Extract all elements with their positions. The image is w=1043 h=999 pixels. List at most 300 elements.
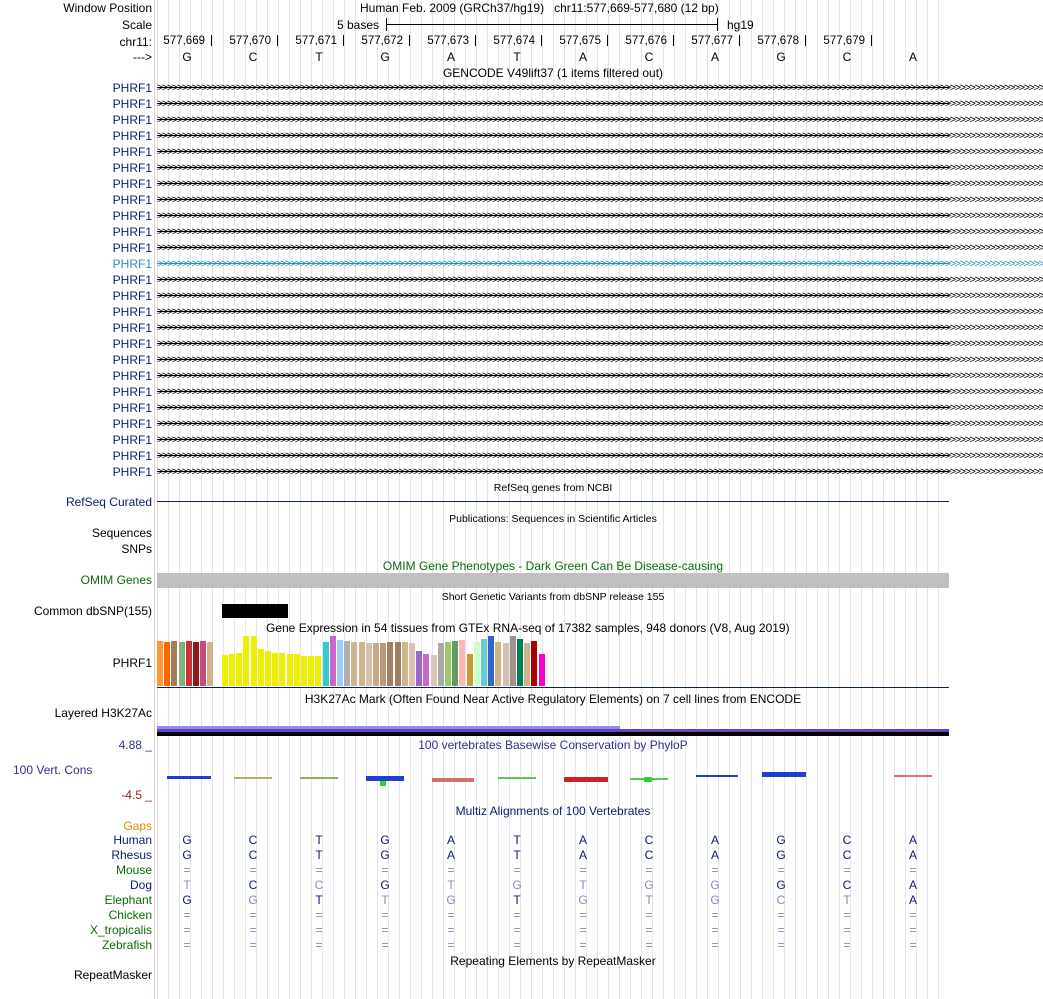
strand-arrows: >>>>>>>>>>>>>>>>>>>>>>>>>>>>>>>>>>>>>>>>>>>>>>>>>>>>>>>>>>>>>>>>>>>>>>>>>>>>>>>>>>>>>>>>>>>>>>>>>>>>>>>>>>>>>>>>>>>>>>>>>>>>>>>>>>>>>>>>>>>>>>>>>>>>>>>>>>>>>>>>>>>>>>>>>>>>>>>>>>>> bbox=[157, 82, 1043, 94]
alignment-base: A bbox=[578, 848, 587, 862]
gtex-tissue-bar[interactable] bbox=[539, 654, 545, 686]
alignment-base: = bbox=[513, 938, 521, 952]
gtex-track-title[interactable]: Gene Expression in 54 tissues from GTEx RNA-seq of 17382 samples, 948 donors (V8, Aug 2019) bbox=[266, 621, 790, 635]
alignment-base: = bbox=[513, 863, 521, 877]
gtex-tissue-bar[interactable] bbox=[294, 654, 300, 686]
position-tick-label: 577,670 bbox=[229, 35, 271, 47]
gencode-gene-label[interactable]: PHRF1 bbox=[112, 145, 152, 159]
gencode-gene-label[interactable]: PHRF1 bbox=[112, 465, 152, 479]
species-label[interactable]: Chicken bbox=[108, 908, 152, 922]
position-tick-label: 577,676 bbox=[625, 35, 667, 47]
gaps-label[interactable]: Gaps bbox=[123, 819, 152, 833]
refseq-gene-line[interactable] bbox=[157, 501, 949, 502]
gtex-tissue-bar[interactable] bbox=[243, 636, 249, 686]
alignment-base: = bbox=[249, 908, 257, 922]
gtex-tissue-bar[interactable] bbox=[171, 641, 177, 686]
gencode-transcript[interactable] bbox=[157, 80, 1043, 96]
alignment-base: G bbox=[776, 878, 786, 892]
gtex-expression-bars[interactable] bbox=[157, 636, 549, 686]
gencode-transcript[interactable] bbox=[157, 160, 1043, 176]
alignment-base: T bbox=[183, 878, 191, 892]
position-tick-label: 577,669 bbox=[163, 35, 205, 47]
gencode-gene-label[interactable]: PHRF1 bbox=[112, 385, 152, 399]
alignment-row[interactable] bbox=[157, 938, 949, 953]
alignment-base: = bbox=[777, 908, 785, 922]
species-label[interactable]: Elephant bbox=[104, 893, 152, 907]
conservation-mark bbox=[380, 781, 386, 786]
conservation-mark bbox=[498, 777, 536, 779]
gencode-transcript[interactable] bbox=[157, 416, 1043, 432]
alignment-base: = bbox=[711, 908, 719, 922]
gtex-tissue-bar[interactable] bbox=[179, 642, 185, 686]
h3k27ac-track-title[interactable]: H3K27Ac Mark (Often Found Near Active Regulatory Elements) on 7 cell lines from ENCODE bbox=[304, 692, 802, 706]
alignment-base: G bbox=[446, 893, 456, 907]
strand-arrows: >>>>>>>>>>>>>>>>>>>>>>>>>>>>>>>>>>>>>>>>>>>>>>>>>>>>>>>>>>>>>>>>>>>>>>>>>>>>>>>>>>>>>>>>>>>>>>>>>>>>>>>>>>>>>>>>>>>>>>>>>>>>>>>>>>>>>>>>>>>>>>>>>>>>>>>>>>>>>>>>>>>>>>>>>>>>>>>>>>>> bbox=[157, 434, 1043, 446]
repeatmasker-track-title[interactable]: Repeating Elements by RepeatMasker bbox=[450, 954, 656, 968]
gtex-tissue-bar[interactable] bbox=[330, 636, 336, 686]
sequence-base: C bbox=[842, 50, 852, 64]
alignment-base: C bbox=[644, 848, 654, 862]
alignment-base: = bbox=[777, 923, 785, 937]
chrom-label: chr11: bbox=[119, 35, 152, 49]
conservation-mark bbox=[894, 775, 932, 777]
strand-arrows: >>>>>>>>>>>>>>>>>>>>>>>>>>>>>>>>>>>>>>>>>>>>>>>>>>>>>>>>>>>>>>>>>>>>>>>>>>>>>>>>>>>>>>>>>>>>>>>>>>>>>>>>>>>>>>>>>>>>>>>>>>>>>>>>>>>>>>>>>>>>>>>>>>>>>>>>>>>>>>>>>>>>>>>>>>>>>>>>>>>> bbox=[157, 290, 1043, 302]
publications-track-title[interactable]: Publications: Sequences in Scientific Articles bbox=[449, 513, 657, 525]
gencode-gene-label[interactable]: PHRF1 bbox=[112, 129, 152, 143]
conservation-mark bbox=[300, 777, 338, 779]
alignment-base: = bbox=[381, 863, 389, 877]
alignment-base: = bbox=[909, 923, 917, 937]
alignment-base: T bbox=[315, 848, 323, 862]
gtex-tissue-bar[interactable] bbox=[186, 641, 192, 686]
gencode-transcript[interactable] bbox=[157, 448, 1043, 464]
h3k27ac-label[interactable]: Layered H3K27Ac bbox=[54, 706, 152, 720]
alignment-base: = bbox=[381, 938, 389, 952]
gtex-tissue-bar[interactable] bbox=[524, 643, 530, 686]
alignment-base: = bbox=[315, 908, 323, 922]
strand-arrows: >>>>>>>>>>>>>>>>>>>>>>>>>>>>>>>>>>>>>>>>>>>>>>>>>>>>>>>>>>>>>>>>>>>>>>>>>>>>>>>>>>>>>>>>>>>>>>>>>>>>>>>>>>>>>>>>>>>>>>>>>>>>>>>>>>>>>>>>>>>>>>>>>>>>>>>>>>>>>>>>>>>>>>>>>>>>>>>>>>>> bbox=[157, 306, 1043, 318]
gtex-tissue-bar[interactable] bbox=[517, 639, 523, 686]
gencode-transcript[interactable] bbox=[157, 192, 1043, 208]
scale-label: Scale bbox=[121, 18, 152, 32]
gencode-transcript[interactable] bbox=[157, 304, 1043, 320]
strand-arrows: >>>>>>>>>>>>>>>>>>>>>>>>>>>>>>>>>>>>>>>>>>>>>>>>>>>>>>>>>>>>>>>>>>>>>>>>>>>>>>>>>>>>>>>>>>>>>>>>>>>>>>>>>>>>>>>>>>>>>>>>>>>>>>>>>>>>>>>>>>>>>>>>>>>>>>>>>>>>>>>>>>>>>>>>>>>>>>>>>>>> bbox=[157, 258, 1043, 270]
strand-arrows: >>>>>>>>>>>>>>>>>>>>>>>>>>>>>>>>>>>>>>>>>>>>>>>>>>>>>>>>>>>>>>>>>>>>>>>>>>>>>>>>>>>>>>>>>>>>>>>>>>>>>>>>>>>>>>>>>>>>>>>>>>>>>>>>>>>>>>>>>>>>>>>>>>>>>>>>>>>>>>>>>>>>>>>>>>>>>>>>>>>> bbox=[157, 450, 1043, 462]
gencode-gene-label[interactable]: PHRF1 bbox=[112, 209, 152, 223]
strand-arrows: >>>>>>>>>>>>>>>>>>>>>>>>>>>>>>>>>>>>>>>>>>>>>>>>>>>>>>>>>>>>>>>>>>>>>>>>>>>>>>>>>>>>>>>>>>>>>>>>>>>>>>>>>>>>>>>>>>>>>>>>>>>>>>>>>>>>>>>>>>>>>>>>>>>>>>>>>>>>>>>>>>>>>>>>>>>>>>>>>>>> bbox=[157, 114, 1043, 126]
alignment-base: = bbox=[381, 923, 389, 937]
alignment-base: = bbox=[909, 863, 917, 877]
gtex-tissue-bar[interactable] bbox=[467, 654, 473, 686]
alignment-base: C bbox=[248, 848, 258, 862]
position-tick-label: 577,671 bbox=[295, 35, 337, 47]
alignment-row[interactable] bbox=[157, 863, 949, 878]
alignment-base: G bbox=[644, 878, 654, 892]
alignment-base: G bbox=[578, 893, 588, 907]
gencode-gene-label[interactable]: PHRF1 bbox=[112, 305, 152, 319]
position-tick-label: 577,678 bbox=[757, 35, 799, 47]
alignment-base: = bbox=[645, 938, 653, 952]
gencode-gene-label[interactable]: PHRF1 bbox=[112, 369, 152, 383]
gtex-tissue-bar[interactable] bbox=[495, 642, 501, 686]
sequence-base: T bbox=[513, 50, 521, 64]
gencode-transcript[interactable] bbox=[157, 240, 1043, 256]
refseq-label[interactable]: RefSeq Curated bbox=[65, 495, 152, 509]
gencode-gene-label[interactable]: PHRF1 bbox=[112, 401, 152, 415]
gtex-tissue-bar[interactable] bbox=[258, 649, 264, 687]
alignment-base: G bbox=[710, 878, 720, 892]
position-tick bbox=[871, 35, 872, 46]
alignment-base: G bbox=[182, 848, 192, 862]
gencode-transcript[interactable] bbox=[157, 320, 1043, 336]
scale-bar-left-tick bbox=[386, 18, 387, 31]
alignment-base: = bbox=[447, 863, 455, 877]
alignment-row[interactable] bbox=[157, 923, 949, 938]
alignment-base: T bbox=[843, 893, 851, 907]
gtex-tissue-bar[interactable] bbox=[531, 641, 537, 686]
sidebar-divider bbox=[154, 0, 155, 999]
sequence-base: G bbox=[380, 50, 390, 64]
alignment-row[interactable] bbox=[157, 833, 949, 848]
strand-arrows: >>>>>>>>>>>>>>>>>>>>>>>>>>>>>>>>>>>>>>>>>>>>>>>>>>>>>>>>>>>>>>>>>>>>>>>>>>>>>>>>>>>>>>>>>>>>>>>>>>>>>>>>>>>>>>>>>>>>>>>>>>>>>>>>>>>>>>>>>>>>>>>>>>>>>>>>>>>>>>>>>>>>>>>>>>>>>>>>>>>> bbox=[157, 242, 1043, 254]
gencode-gene-label[interactable]: PHRF1 bbox=[112, 433, 152, 447]
alignment-base: G bbox=[380, 833, 390, 847]
conservation-mark bbox=[644, 777, 652, 782]
alignment-base: = bbox=[843, 908, 851, 922]
alignment-base: = bbox=[513, 923, 521, 937]
gencode-transcript[interactable] bbox=[157, 224, 1043, 240]
sequence-base: G bbox=[182, 50, 192, 64]
alignment-base: G bbox=[710, 893, 720, 907]
gtex-tissue-bar[interactable] bbox=[222, 655, 228, 686]
gencode-transcript[interactable] bbox=[157, 432, 1043, 448]
gtex-tissue-bar[interactable] bbox=[308, 656, 314, 686]
gtex-tissue-bar[interactable] bbox=[301, 656, 307, 686]
gencode-gene-label[interactable]: PHRF1 bbox=[112, 225, 152, 239]
h3k27ac-baseline bbox=[157, 732, 949, 736]
strand-arrows: >>>>>>>>>>>>>>>>>>>>>>>>>>>>>>>>>>>>>>>>>>>>>>>>>>>>>>>>>>>>>>>>>>>>>>>>>>>>>>>>>>>>>>>>>>>>>>>>>>>>>>>>>>>>>>>>>>>>>>>>>>>>>>>>>>>>>>>>>>>>>>>>>>>>>>>>>>>>>>>>>>>>>>>>>>>>>>>>>>>> bbox=[157, 98, 1043, 110]
gtex-tissue-bar[interactable] bbox=[200, 641, 206, 686]
gencode-gene-label[interactable]: PHRF1 bbox=[112, 257, 152, 271]
gencode-gene-label[interactable]: PHRF1 bbox=[112, 161, 152, 175]
window-position-label: Window Position bbox=[63, 1, 152, 15]
gtex-tissue-bar[interactable] bbox=[207, 642, 213, 686]
gtex-tissue-bar[interactable] bbox=[315, 656, 321, 686]
strand-arrows: >>>>>>>>>>>>>>>>>>>>>>>>>>>>>>>>>>>>>>>>>>>>>>>>>>>>>>>>>>>>>>>>>>>>>>>>>>>>>>>>>>>>>>>>>>>>>>>>>>>>>>>>>>>>>>>>>>>>>>>>>>>>>>>>>>>>>>>>>>>>>>>>>>>>>>>>>>>>>>>>>>>>>>>>>>>>>>>>>>>> bbox=[157, 386, 1043, 398]
conservation-mark bbox=[564, 777, 608, 782]
strand-arrows: >>>>>>>>>>>>>>>>>>>>>>>>>>>>>>>>>>>>>>>>>>>>>>>>>>>>>>>>>>>>>>>>>>>>>>>>>>>>>>>>>>>>>>>>>>>>>>>>>>>>>>>>>>>>>>>>>>>>>>>>>>>>>>>>>>>>>>>>>>>>>>>>>>>>>>>>>>>>>>>>>>>>>>>>>>>>>>>>>>>> bbox=[157, 162, 1043, 174]
alignment-base: = bbox=[579, 908, 587, 922]
gtex-tissue-bar[interactable] bbox=[164, 642, 170, 686]
gtex-tissue-bar[interactable] bbox=[510, 636, 516, 686]
conservation-min-label: -4.5 _ bbox=[121, 788, 152, 802]
conservation-mark bbox=[432, 778, 474, 782]
strand-arrows: >>>>>>>>>>>>>>>>>>>>>>>>>>>>>>>>>>>>>>>>>>>>>>>>>>>>>>>>>>>>>>>>>>>>>>>>>>>>>>>>>>>>>>>>>>>>>>>>>>>>>>>>>>>>>>>>>>>>>>>>>>>>>>>>>>>>>>>>>>>>>>>>>>>>>>>>>>>>>>>>>>>>>>>>>>>>>>>>>>>> bbox=[157, 466, 1043, 478]
omim-track-title[interactable]: OMIM Gene Phenotypes - Dark Green Can Be Disease-causing bbox=[382, 559, 724, 573]
position-tick-label: 577,673 bbox=[427, 35, 469, 47]
gtex-tissue-bar[interactable] bbox=[287, 654, 293, 686]
gtex-tissue-bar[interactable] bbox=[344, 641, 350, 686]
sequence-base: A bbox=[710, 50, 719, 64]
species-label[interactable]: X_tropicalis bbox=[89, 923, 152, 937]
alignment-base: A bbox=[908, 848, 917, 862]
alignment-base: = bbox=[843, 938, 851, 952]
scale-text: 5 bases bbox=[337, 18, 380, 32]
alignment-base: C bbox=[644, 833, 654, 847]
gencode-transcript[interactable] bbox=[157, 144, 1043, 160]
gencode-gene-label[interactable]: PHRF1 bbox=[112, 193, 152, 207]
gtex-tissue-bar[interactable] bbox=[438, 643, 444, 686]
alignment-base: A bbox=[446, 833, 455, 847]
scale-bar-right-tick bbox=[717, 18, 718, 31]
strand-arrows: >>>>>>>>>>>>>>>>>>>>>>>>>>>>>>>>>>>>>>>>>>>>>>>>>>>>>>>>>>>>>>>>>>>>>>>>>>>>>>>>>>>>>>>>>>>>>>>>>>>>>>>>>>>>>>>>>>>>>>>>>>>>>>>>>>>>>>>>>>>>>>>>>>>>>>>>>>>>>>>>>>>>>>>>>>>>>>>>>>>> bbox=[157, 146, 1043, 158]
gtex-tissue-bar[interactable] bbox=[251, 636, 257, 686]
position-tick-label: 577,674 bbox=[493, 35, 535, 47]
gtex-tissue-bar[interactable] bbox=[503, 643, 509, 686]
alignment-base: = bbox=[447, 908, 455, 922]
alignment-base: G bbox=[776, 848, 786, 862]
strand-arrows: >>>>>>>>>>>>>>>>>>>>>>>>>>>>>>>>>>>>>>>>>>>>>>>>>>>>>>>>>>>>>>>>>>>>>>>>>>>>>>>>>>>>>>>>>>>>>>>>>>>>>>>>>>>>>>>>>>>>>>>>>>>>>>>>>>>>>>>>>>>>>>>>>>>>>>>>>>>>>>>>>>>>>>>>>>>>>>>>>>>> bbox=[157, 418, 1043, 430]
gtex-tissue-bar[interactable] bbox=[409, 643, 415, 686]
position-tick-label: 577,672 bbox=[361, 35, 403, 47]
strand-arrows: >>>>>>>>>>>>>>>>>>>>>>>>>>>>>>>>>>>>>>>>>>>>>>>>>>>>>>>>>>>>>>>>>>>>>>>>>>>>>>>>>>>>>>>>>>>>>>>>>>>>>>>>>>>>>>>>>>>>>>>>>>>>>>>>>>>>>>>>>>>>>>>>>>>>>>>>>>>>>>>>>>>>>>>>>>>>>>>>>>>> bbox=[157, 194, 1043, 206]
gtex-tissue-bar[interactable] bbox=[488, 636, 494, 686]
snps-label[interactable]: SNPs bbox=[121, 542, 152, 556]
alignment-base: = bbox=[645, 863, 653, 877]
strand-arrows: >>>>>>>>>>>>>>>>>>>>>>>>>>>>>>>>>>>>>>>>>>>>>>>>>>>>>>>>>>>>>>>>>>>>>>>>>>>>>>>>>>>>>>>>>>>>>>>>>>>>>>>>>>>>>>>>>>>>>>>>>>>>>>>>>>>>>>>>>>>>>>>>>>>>>>>>>>>>>>>>>>>>>>>>>>>>>>>>>>>> bbox=[157, 338, 1043, 350]
sequence-base: T bbox=[315, 50, 323, 64]
alignment-row[interactable] bbox=[157, 908, 949, 923]
gtex-tissue-bar[interactable] bbox=[272, 653, 278, 686]
position-tick-label: 577,677 bbox=[691, 35, 733, 47]
omim-feature-bar[interactable] bbox=[157, 573, 949, 588]
gencode-transcript[interactable] bbox=[157, 288, 1043, 304]
gtex-tissue-bar[interactable] bbox=[229, 654, 235, 686]
species-label[interactable]: Zebrafish bbox=[101, 938, 152, 952]
alignment-base: = bbox=[183, 908, 191, 922]
gencode-transcript[interactable] bbox=[157, 464, 1043, 480]
gencode-transcript[interactable] bbox=[157, 352, 1043, 368]
alignment-base: T bbox=[645, 893, 653, 907]
alignment-base: = bbox=[183, 923, 191, 937]
gencode-gene-label[interactable]: PHRF1 bbox=[112, 289, 152, 303]
gtex-tissue-bar[interactable] bbox=[431, 655, 437, 686]
gencode-gene-label[interactable]: PHRF1 bbox=[112, 337, 152, 351]
species-label[interactable]: Human bbox=[113, 833, 152, 847]
strand-arrows: >>>>>>>>>>>>>>>>>>>>>>>>>>>>>>>>>>>>>>>>>>>>>>>>>>>>>>>>>>>>>>>>>>>>>>>>>>>>>>>>>>>>>>>>>>>>>>>>>>>>>>>>>>>>>>>>>>>>>>>>>>>>>>>>>>>>>>>>>>>>>>>>>>>>>>>>>>>>>>>>>>>>>>>>>>>>>>>>>>>> bbox=[157, 322, 1043, 334]
gencode-transcript[interactable] bbox=[157, 400, 1043, 416]
alignment-base: C bbox=[842, 833, 852, 847]
alignment-base: G bbox=[182, 893, 192, 907]
strand-arrows: >>>>>>>>>>>>>>>>>>>>>>>>>>>>>>>>>>>>>>>>>>>>>>>>>>>>>>>>>>>>>>>>>>>>>>>>>>>>>>>>>>>>>>>>>>>>>>>>>>>>>>>>>>>>>>>>>>>>>>>>>>>>>>>>>>>>>>>>>>>>>>>>>>>>>>>>>>>>>>>>>>>>>>>>>>>>>>>>>>>> bbox=[157, 226, 1043, 238]
gencode-track-title[interactable]: GENCODE V49lift37 (1 items filtered out) bbox=[442, 66, 664, 80]
alignment-row[interactable] bbox=[157, 878, 949, 893]
alignment-base: = bbox=[579, 863, 587, 877]
alignment-base: = bbox=[909, 908, 917, 922]
gencode-transcript[interactable] bbox=[157, 272, 1043, 288]
gencode-gene-label[interactable]: PHRF1 bbox=[112, 417, 152, 431]
gtex-tissue-bar[interactable] bbox=[481, 639, 487, 686]
conservation-mark bbox=[762, 772, 806, 777]
alignment-base: T bbox=[447, 878, 455, 892]
gencode-gene-label[interactable]: PHRF1 bbox=[112, 97, 152, 111]
gtex-tissue-bar[interactable] bbox=[351, 642, 357, 686]
gtex-tissue-bar[interactable] bbox=[279, 653, 285, 686]
alignment-base: = bbox=[315, 938, 323, 952]
alignment-base: T bbox=[315, 833, 323, 847]
alignment-base: = bbox=[315, 923, 323, 937]
alignment-base: = bbox=[909, 938, 917, 952]
conservation-mark bbox=[234, 777, 272, 779]
gencode-gene-label[interactable]: PHRF1 bbox=[112, 353, 152, 367]
alignment-base: = bbox=[183, 938, 191, 952]
alignment-base: = bbox=[579, 923, 587, 937]
gtex-tissue-bar[interactable] bbox=[402, 642, 408, 686]
gencode-gene-label[interactable]: PHRF1 bbox=[112, 81, 152, 95]
alignment-base: A bbox=[446, 848, 455, 862]
gtex-tissue-bar[interactable] bbox=[445, 642, 451, 686]
dbsnp-track-title[interactable]: Short Genetic Variants from dbSNP release 155 bbox=[441, 591, 665, 603]
gencode-transcript[interactable] bbox=[157, 256, 1043, 272]
gencode-transcript[interactable] bbox=[157, 112, 1043, 128]
alignment-base: A bbox=[578, 833, 587, 847]
alignment-base: = bbox=[447, 923, 455, 937]
alignment-base: C bbox=[314, 878, 324, 892]
alignment-base: A bbox=[908, 878, 917, 892]
alignment-base: = bbox=[711, 923, 719, 937]
conservation-label[interactable]: 100 Vert. Cons bbox=[13, 763, 93, 777]
gtex-tissue-bar[interactable] bbox=[474, 642, 480, 686]
gtex-tissue-bar[interactable] bbox=[323, 642, 329, 686]
alignment-base: = bbox=[645, 908, 653, 922]
gtex-tissue-bar[interactable] bbox=[236, 653, 242, 686]
alignment-base: = bbox=[645, 923, 653, 937]
sequence-base: C bbox=[248, 50, 258, 64]
dbsnp-label[interactable]: Common dbSNP(155) bbox=[33, 604, 152, 618]
gtex-label[interactable]: PHRF1 bbox=[112, 656, 152, 670]
alignment-base: C bbox=[248, 833, 258, 847]
assembly-title bbox=[360, 0, 719, 16]
gencode-gene-label[interactable]: PHRF1 bbox=[112, 273, 152, 287]
repeatmasker-label[interactable]: RepeatMasker bbox=[73, 968, 152, 982]
alignment-base: = bbox=[843, 923, 851, 937]
gtex-tissue-bar[interactable] bbox=[459, 640, 465, 686]
alignment-base: A bbox=[710, 848, 719, 862]
gencode-transcript[interactable] bbox=[157, 336, 1043, 352]
refseq-track-title[interactable]: RefSeq genes from NCBI bbox=[493, 482, 613, 494]
gtex-tissue-bar[interactable] bbox=[359, 642, 365, 686]
gtex-tissue-bar[interactable] bbox=[373, 643, 379, 686]
alignment-base: = bbox=[579, 938, 587, 952]
alignment-base: = bbox=[777, 938, 785, 952]
gtex-tissue-bar[interactable] bbox=[215, 656, 221, 686]
alignment-row[interactable] bbox=[157, 893, 949, 908]
alignment-base: G bbox=[380, 848, 390, 862]
alignment-base: G bbox=[248, 893, 258, 907]
alignment-base: T bbox=[513, 833, 521, 847]
sequences-label[interactable]: Sequences bbox=[91, 526, 152, 540]
alignment-base: G bbox=[380, 878, 390, 892]
alignment-base: = bbox=[249, 863, 257, 877]
alignment-base: = bbox=[711, 863, 719, 877]
alignment-row[interactable] bbox=[157, 848, 949, 863]
alignment-base: C bbox=[776, 893, 786, 907]
gtex-tissue-bar[interactable] bbox=[452, 641, 458, 686]
alignment-base: T bbox=[579, 878, 587, 892]
alignment-base: = bbox=[843, 863, 851, 877]
species-label[interactable]: Dog bbox=[129, 878, 152, 892]
strand-label: ---> bbox=[133, 50, 152, 64]
alignment-base: C bbox=[248, 878, 258, 892]
gencode-gene-label[interactable]: PHRF1 bbox=[112, 113, 152, 127]
scale-assembly: hg19 bbox=[727, 18, 754, 32]
gencode-transcript[interactable] bbox=[157, 384, 1043, 400]
sequence-base: A bbox=[446, 50, 455, 64]
gtex-baseline bbox=[157, 687, 949, 688]
position-title: chr11:577,669-577,680 (12 bp) bbox=[554, 1, 719, 15]
alignment-base: = bbox=[777, 863, 785, 877]
gtex-tissue-bar[interactable] bbox=[423, 654, 429, 686]
multiz-track-title[interactable]: Multiz Alignments of 100 Vertebrates bbox=[455, 804, 651, 818]
alignment-base: A bbox=[908, 893, 917, 907]
gtex-tissue-bar[interactable] bbox=[193, 642, 199, 686]
alignment-base: G bbox=[776, 833, 786, 847]
species-label[interactable]: Mouse bbox=[115, 863, 152, 877]
alignment-base: = bbox=[447, 938, 455, 952]
species-label[interactable]: Rhesus bbox=[111, 848, 152, 862]
gencode-gene-label[interactable]: PHRF1 bbox=[112, 321, 152, 335]
gtex-tissue-bar[interactable] bbox=[380, 643, 386, 686]
gtex-tissue-bar[interactable] bbox=[416, 651, 422, 686]
conservation-mark bbox=[696, 775, 738, 777]
sequence-base: G bbox=[776, 50, 786, 64]
alignment-base: G bbox=[182, 833, 192, 847]
gencode-gene-label[interactable]: PHRF1 bbox=[112, 449, 152, 463]
conservation-mark bbox=[167, 776, 211, 779]
position-tick-label: 577,675 bbox=[559, 35, 601, 47]
gtex-tissue-bar[interactable] bbox=[337, 640, 343, 686]
gtex-tissue-bar[interactable] bbox=[387, 642, 393, 686]
strand-arrows: >>>>>>>>>>>>>>>>>>>>>>>>>>>>>>>>>>>>>>>>>>>>>>>>>>>>>>>>>>>>>>>>>>>>>>>>>>>>>>>>>>>>>>>>>>>>>>>>>>>>>>>>>>>>>>>>>>>>>>>>>>>>>>>>>>>>>>>>>>>>>>>>>>>>>>>>>>>>>>>>>>>>>>>>>>>>>>>>>>>> bbox=[157, 402, 1043, 414]
gencode-transcript[interactable] bbox=[157, 96, 1043, 112]
alignment-base: A bbox=[908, 833, 917, 847]
gencode-transcript[interactable] bbox=[157, 176, 1043, 192]
dbsnp-variant-block[interactable] bbox=[222, 604, 288, 618]
sequence-base: A bbox=[578, 50, 587, 64]
position-tick-label: 577,679 bbox=[823, 35, 865, 47]
assembly-name: Human Feb. 2009 (GRCh37/hg19) bbox=[360, 1, 545, 15]
scale-bar bbox=[386, 24, 718, 25]
alignment-base: T bbox=[513, 848, 521, 862]
gencode-transcript[interactable] bbox=[157, 128, 1043, 144]
alignment-base: C bbox=[842, 848, 852, 862]
gencode-transcript[interactable] bbox=[157, 368, 1043, 384]
gencode-transcript[interactable] bbox=[157, 208, 1043, 224]
omim-label[interactable]: OMIM Genes bbox=[80, 573, 152, 587]
gencode-gene-label[interactable]: PHRF1 bbox=[112, 241, 152, 255]
gtex-tissue-bar[interactable] bbox=[395, 642, 401, 686]
conservation-max-label: 4.88 _ bbox=[118, 738, 152, 752]
alignment-base: = bbox=[249, 923, 257, 937]
gtex-tissue-bar[interactable] bbox=[366, 643, 372, 686]
alignment-base: A bbox=[710, 833, 719, 847]
gtex-tissue-bar[interactable] bbox=[265, 651, 271, 686]
conservation-track-title[interactable]: 100 vertebrates Basewise Conservation by PhyloP bbox=[418, 738, 688, 752]
gtex-tissue-bar[interactable] bbox=[157, 641, 163, 686]
sequence-base: C bbox=[644, 50, 654, 64]
gencode-gene-label[interactable]: PHRF1 bbox=[112, 177, 152, 191]
sequence-base: A bbox=[908, 50, 917, 64]
